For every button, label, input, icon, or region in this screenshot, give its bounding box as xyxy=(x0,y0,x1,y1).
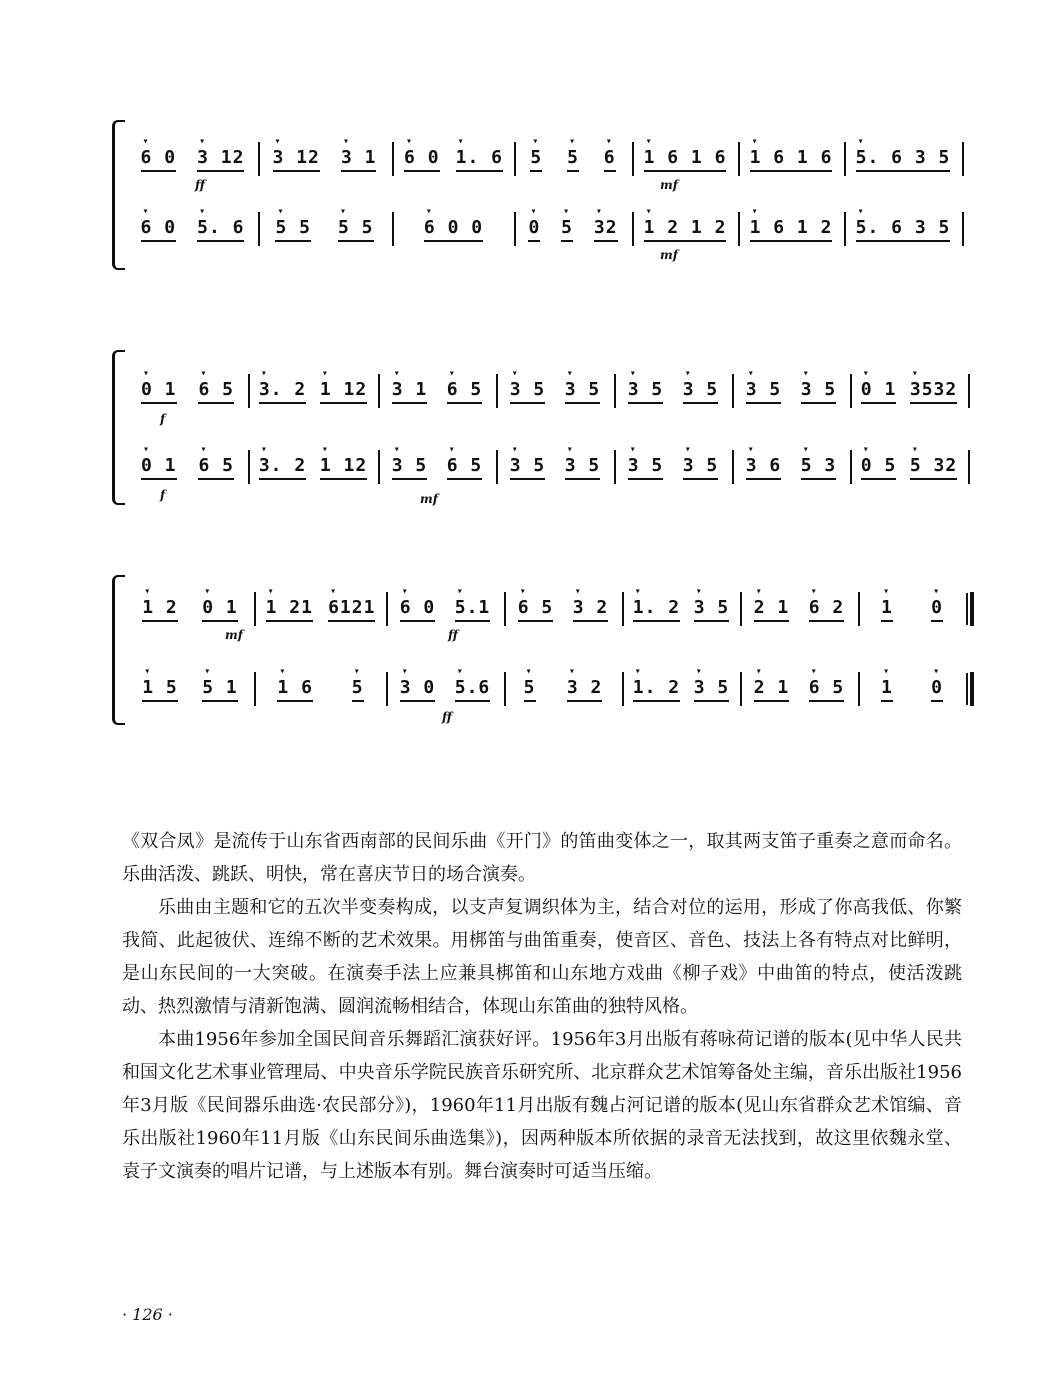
note-group: ▾ 5 xyxy=(530,148,542,172)
note-group: ▾ 0 1 xyxy=(202,598,238,622)
note-group: ▾ 5. 6 xyxy=(197,218,244,242)
note-group: ▾ 6 xyxy=(604,148,616,172)
score-system-2 xyxy=(112,350,962,505)
upper-staff xyxy=(130,130,962,190)
dynamic-marking: f xyxy=(160,412,166,426)
measure xyxy=(862,660,962,720)
note-group: ▾ 5. 6 3 5 xyxy=(856,148,951,172)
dynamic-marking: ff xyxy=(442,710,452,724)
measure xyxy=(130,438,245,498)
note-group: ▾ 5 3 xyxy=(801,456,837,480)
note-group: ▾ 1 xyxy=(881,598,893,622)
measure xyxy=(130,660,250,720)
measure xyxy=(862,580,962,640)
barline xyxy=(740,672,742,706)
measure xyxy=(382,438,492,498)
barline xyxy=(632,212,634,246)
note-group: ▾ 1 6 1 6 xyxy=(750,148,833,172)
note-group: ▾ 0 1 xyxy=(141,380,177,404)
note-group: ▾ 5 1 xyxy=(202,678,238,702)
note-group: ▾ 1 2 1 2 xyxy=(644,218,727,242)
note-group: ▾ 6121 xyxy=(328,598,375,622)
barline xyxy=(392,142,394,176)
barline xyxy=(632,142,634,176)
note-group: ▾ 1 12 xyxy=(320,456,367,480)
note-group: ▾ 3 2 xyxy=(573,598,609,622)
note-group: ▾ 6 0 0 xyxy=(424,218,483,242)
note-group: ▾ 3 0 xyxy=(400,678,436,702)
note-group: ▾ 3 5 xyxy=(510,380,546,404)
barline xyxy=(858,672,860,706)
note-group: ▾ 1 6 1 6 xyxy=(644,148,727,172)
note-group: ▾ 0 xyxy=(931,678,943,702)
barline xyxy=(254,672,256,706)
note-group: ▾ 3 6 xyxy=(746,456,782,480)
note-group: ▾ 1 5 xyxy=(142,678,178,702)
measure xyxy=(848,130,958,190)
note-group: ▾ 3 1 xyxy=(392,380,428,404)
note-group: ▾ 3532 xyxy=(910,380,957,404)
note-group: ▾ 6 5 xyxy=(447,456,483,480)
note-group: ▾ 0 1 xyxy=(861,380,897,404)
note-group: ▾ 3 5 xyxy=(694,678,730,702)
barline xyxy=(386,592,388,626)
barline xyxy=(386,672,388,706)
measure xyxy=(130,362,245,422)
note-group: ▾ 5 5 xyxy=(338,218,374,242)
barline xyxy=(248,374,250,408)
note-group: ▾ 5. 6 3 5 xyxy=(856,218,951,242)
note-group: ▾ 5.6 xyxy=(455,678,491,702)
barline xyxy=(392,212,394,246)
note-group: ▾ 3. 2 xyxy=(259,456,306,480)
system-brace xyxy=(112,350,125,505)
barline xyxy=(962,142,964,176)
measure xyxy=(258,580,383,640)
note-group: ▾ 0 xyxy=(931,598,943,622)
note-group: ▾ 0 5 xyxy=(861,456,897,480)
dynamic-marking: ff xyxy=(448,628,458,642)
measure xyxy=(742,200,840,260)
measure xyxy=(382,362,492,422)
measure xyxy=(854,362,964,422)
note-group: ▾ 6 2 xyxy=(809,598,845,622)
measure xyxy=(636,200,734,260)
barline xyxy=(962,212,964,246)
measure xyxy=(508,580,618,640)
barline xyxy=(254,592,256,626)
measure xyxy=(396,130,511,190)
note-group: ▾ 6 5 xyxy=(198,456,234,480)
measure xyxy=(396,200,511,260)
note-group: ▾ 1 2 xyxy=(142,598,178,622)
note-group: ▾ 3 5 xyxy=(565,456,601,480)
measure xyxy=(262,130,387,190)
note-group: ▾ 1. 2 xyxy=(633,598,680,622)
note-group: ▾ 1 xyxy=(881,678,893,702)
measure xyxy=(742,130,840,190)
note-group: ▾ 6 5 xyxy=(198,380,234,404)
note-group: ▾ 6 0 xyxy=(404,148,440,172)
note-group: ▾ 3 12 xyxy=(197,148,244,172)
measure xyxy=(626,580,736,640)
note-group: ▾ 5 5 xyxy=(275,218,311,242)
measure xyxy=(508,660,618,720)
measure xyxy=(618,438,728,498)
system-brace xyxy=(112,575,125,725)
note-group: ▾ 3 5 xyxy=(694,598,730,622)
note-group: ▾ 1 6 xyxy=(277,678,313,702)
barline xyxy=(850,374,852,408)
barline xyxy=(968,450,970,484)
barline xyxy=(496,450,498,484)
barline xyxy=(514,142,516,176)
measure xyxy=(854,438,964,498)
barline xyxy=(614,374,616,408)
dynamic-marking: mf xyxy=(225,628,243,642)
note-group: ▾ 5.1 xyxy=(455,598,491,622)
note-group: ▾ 6 0 xyxy=(141,148,177,172)
barline xyxy=(258,212,260,246)
barline xyxy=(740,592,742,626)
measure xyxy=(618,362,728,422)
measure xyxy=(736,362,846,422)
measure xyxy=(636,130,734,190)
note-group: ▾ 0 1 xyxy=(141,456,177,480)
barline xyxy=(378,450,380,484)
barline xyxy=(248,450,250,484)
commentary xyxy=(122,825,962,1188)
note-group: ▾ 6 5 xyxy=(809,678,845,702)
measure xyxy=(390,580,500,640)
note-group: ▾ 3 5 xyxy=(565,380,601,404)
note-group: ▾ 6 5 xyxy=(447,380,483,404)
commentary-paragraph: 《双合凤》是流传于山东省西南部的民间乐曲《开门》的笛曲变体之一，取其两支笛子重奏之意而命名。乐曲活泼、跳跃、明快，常在喜庆节日的场合演奏。 xyxy=(122,831,962,885)
barline xyxy=(968,374,970,408)
measure xyxy=(626,660,736,720)
measure xyxy=(252,362,374,422)
note-group: ▾ 1 6 1 2 xyxy=(750,218,833,242)
note-group: ▾ 1 21 xyxy=(266,598,313,622)
note-group: ▾ 1. 6 xyxy=(456,148,503,172)
measure xyxy=(130,130,255,190)
lower-staff xyxy=(130,660,962,724)
measure xyxy=(258,660,383,720)
barline xyxy=(504,672,506,706)
note-group: ▾ 3 5 xyxy=(683,456,719,480)
note-group: ▾ 3 5 xyxy=(392,456,428,480)
barline xyxy=(622,592,624,626)
system-brace xyxy=(112,120,125,270)
note-group: ▾ 5 xyxy=(352,678,364,702)
note-group: ▾ 2 1 xyxy=(754,678,790,702)
barline xyxy=(378,374,380,408)
note-group: ▾ 1 12 xyxy=(320,380,367,404)
note-group: ▾ 3 5 xyxy=(746,380,782,404)
note-group: ▾ 3 5 xyxy=(628,380,664,404)
barline xyxy=(732,450,734,484)
score-system-3 xyxy=(112,575,962,725)
note-group: ▾ 3 1 xyxy=(341,148,377,172)
note-group: ▾ 3 5 xyxy=(683,380,719,404)
note-group: ▾ 3 5 xyxy=(510,456,546,480)
commentary-paragraph: 本曲1956年参加全国民间音乐舞蹈汇演获好评。1956年3月出版有蒋咏荷记谱的版本(见中华人民共和国文化艺术事业管理局、中央音乐学院民族音乐研究所、北京群众艺术馆筹备处主编，音乐出版社1956年3月版《民间器乐曲选·农民部分》)，1960年11月出版有魏占河记谱的版本(见山东省群众艺术馆编、音乐出版社1960年11月版《山东民间乐曲选集》)，因两种版本所依据的录音无法找到，故这里依魏永堂、袁子文演奏的唱片记谱，与上述版本有别。舞台演奏时可适当压缩。 xyxy=(122,1029,962,1182)
barline xyxy=(738,212,740,246)
dynamic-marking: ff xyxy=(195,178,205,192)
measure xyxy=(252,438,374,498)
measure xyxy=(500,438,610,498)
final-barline xyxy=(970,672,974,706)
note-group: ▾ 3. 2 xyxy=(259,380,306,404)
note-group: ▾ 2 1 xyxy=(754,598,790,622)
note-group: ▾ 5 xyxy=(524,678,536,702)
measure xyxy=(736,438,846,498)
note-group: ▾ 32 xyxy=(594,218,618,242)
note-group: ▾ 0 xyxy=(528,218,540,242)
measure xyxy=(500,362,610,422)
measure xyxy=(262,200,387,260)
score-system-1 xyxy=(112,120,962,270)
note-group: ▾ 6 5 xyxy=(518,598,554,622)
dynamic-marking: f xyxy=(160,488,166,502)
barline xyxy=(738,142,740,176)
commentary-paragraph: 乐曲由主题和它的五次半变奏构成，以支声复调织体为主，结合对位的运用，形成了你高我低、你繁我简、此起彼伏、连绵不断的艺术效果。用梆笛与曲笛重奏，使音区、音色、技法上各有特点对比鲜明，是山东民间的一大突破。在演奏手法上应兼具梆笛和山东地方戏曲《柳子戏》中曲笛的特点，使活泼跳动、热烈激情与清新饱满、圆润流畅相结合，体现山东笛曲的独特风格。 xyxy=(122,897,962,1017)
barline xyxy=(844,142,846,176)
upper-staff xyxy=(130,580,962,640)
lower-staff xyxy=(130,438,962,506)
dynamic-marking: mf xyxy=(660,248,678,262)
barline xyxy=(622,672,624,706)
note-group: ▾ 6 0 xyxy=(400,598,436,622)
page-number: · 126 · xyxy=(122,1305,173,1324)
barline xyxy=(844,212,846,246)
dynamic-marking: mf xyxy=(660,178,678,192)
note-group: ▾ 5 xyxy=(567,148,579,172)
dynamic-marking: mf xyxy=(420,492,438,506)
note-group: ▾ 5 32 xyxy=(910,456,957,480)
measure xyxy=(130,200,255,260)
barline xyxy=(504,592,506,626)
final-barline xyxy=(970,592,974,626)
barline xyxy=(258,142,260,176)
measure xyxy=(848,200,958,260)
barline xyxy=(858,592,860,626)
barline xyxy=(732,374,734,408)
lower-staff xyxy=(130,200,962,260)
note-group: ▾ 3 5 xyxy=(628,456,664,480)
measure xyxy=(744,580,854,640)
note-group: ▾ 3 5 xyxy=(801,380,837,404)
barline xyxy=(614,450,616,484)
barline xyxy=(496,374,498,408)
note-group: ▾ 5 xyxy=(561,218,573,242)
measure xyxy=(518,200,628,260)
barline xyxy=(850,450,852,484)
measure xyxy=(518,130,628,190)
note-group: ▾ 3 12 xyxy=(273,148,320,172)
barline xyxy=(514,212,516,246)
note-group: ▾ 1. 2 xyxy=(633,678,680,702)
measure xyxy=(744,660,854,720)
note-group: ▾ 6 0 xyxy=(141,218,177,242)
upper-staff xyxy=(130,362,962,426)
note-group: ▾ 3 2 xyxy=(567,678,603,702)
